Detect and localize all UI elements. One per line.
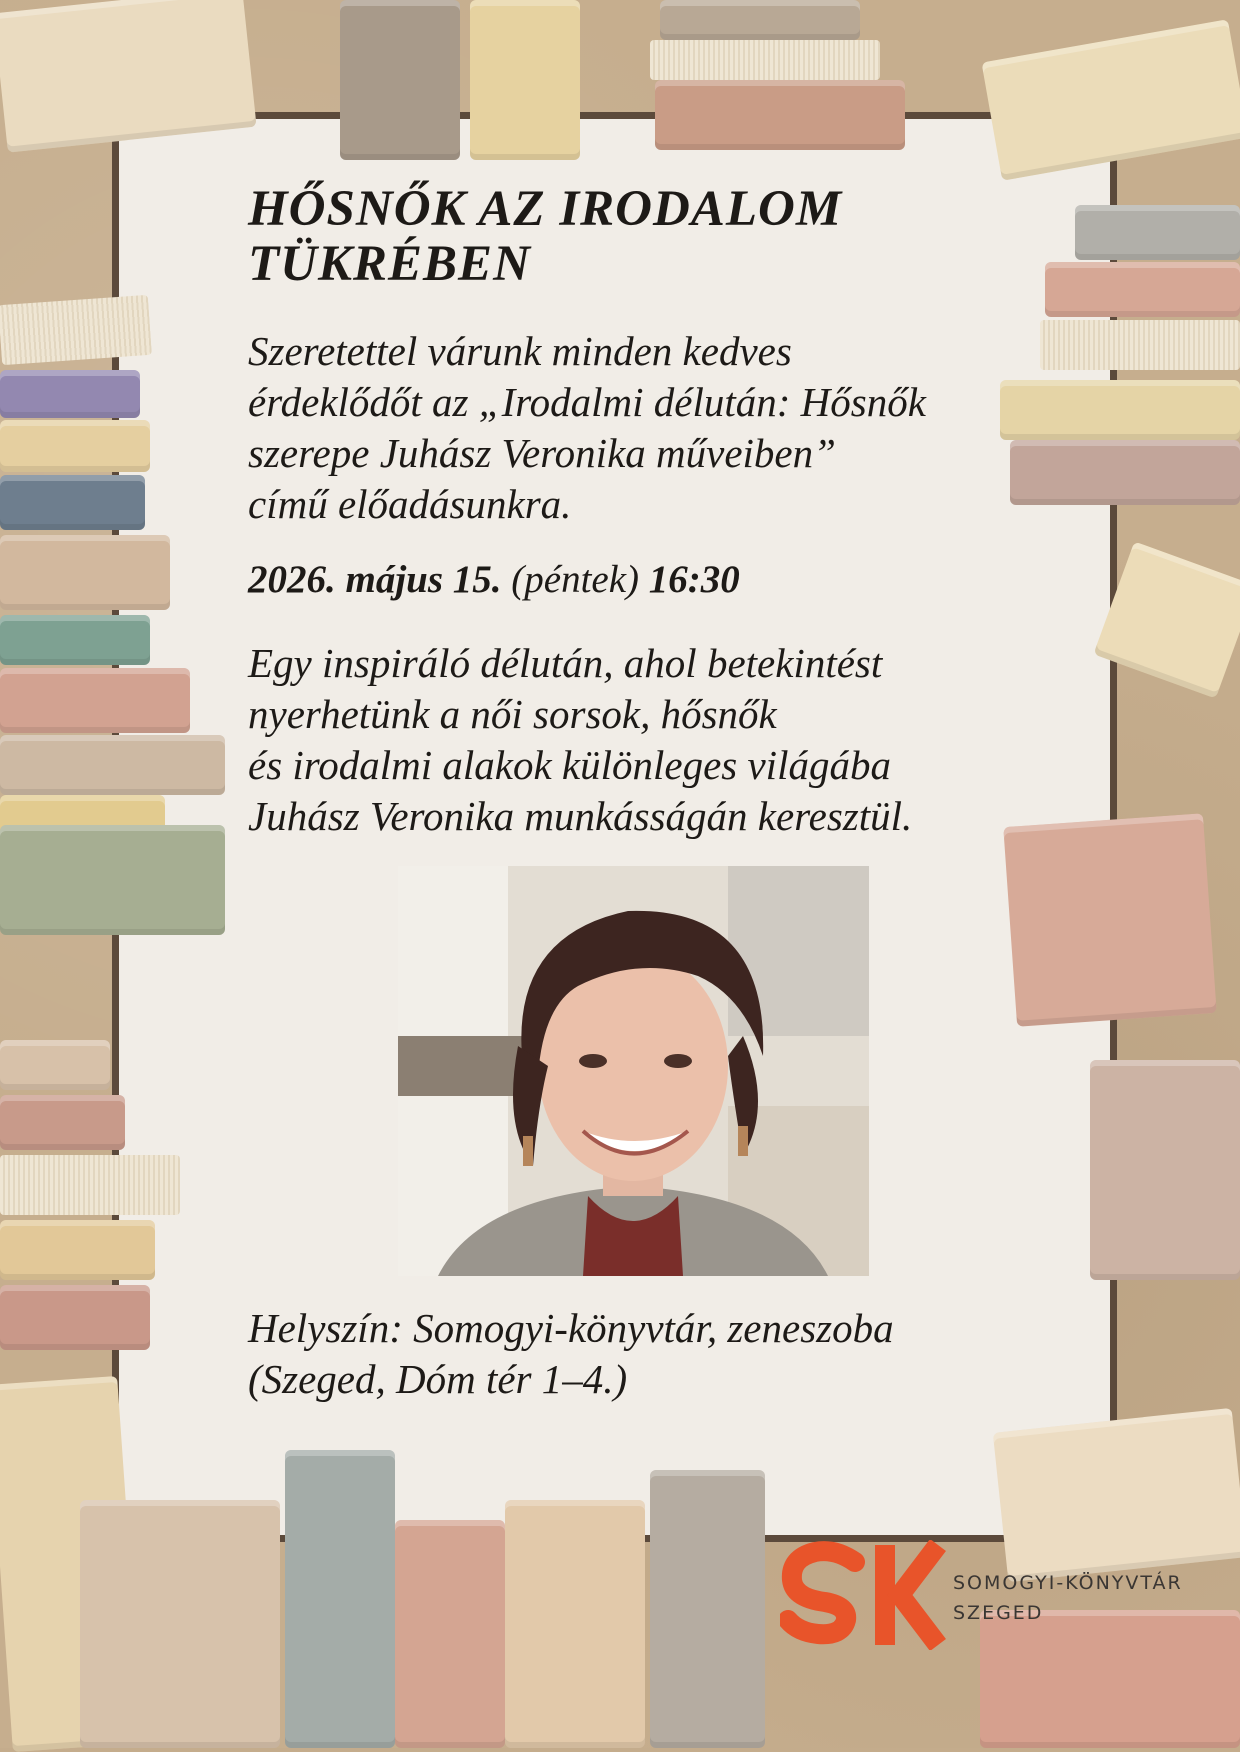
venue-line-1: Helyszín: Somogyi-könyvtár, zeneszoba	[248, 1305, 894, 1351]
description-line: Juhász Veronika munkásságán keresztül.	[248, 793, 913, 839]
event-intro	[248, 326, 1008, 530]
description-line: Egy inspiráló délután, ahol betekintést	[248, 640, 883, 686]
speaker-photo	[398, 866, 869, 1276]
library-name-line-2: SZEGED	[953, 1602, 1044, 1624]
event-description	[248, 638, 1048, 842]
library-name	[953, 1568, 1183, 1628]
event-time: 16:30	[648, 558, 740, 601]
sk-logo-icon	[780, 1540, 950, 1650]
library-name-line-1: SOMOGYI-KÖNYVTÁR	[953, 1572, 1183, 1594]
event-title-line-2: TÜKRÉBEN	[248, 236, 531, 292]
description-line: nyerhetünk a női sorsok, hősnők	[248, 691, 777, 737]
event-venue	[248, 1303, 1048, 1405]
event-weekday: (péntek)	[511, 558, 640, 601]
intro-line: érdeklődőt az „Irodalmi délután: Hősnők	[248, 379, 926, 425]
intro-line: szerepe Juhász Veronika műveiben”	[248, 430, 836, 476]
venue-line-2: (Szeged, Dóm tér 1–4.)	[248, 1356, 628, 1402]
intro-line: című előadásunkra.	[248, 481, 572, 527]
portrait-icon	[398, 866, 869, 1276]
intro-line: Szeretettel várunk minden kedves	[248, 328, 792, 374]
event-date: 2026. május 15.	[248, 558, 502, 601]
description-line: és irodalmi alakok különleges világába	[248, 742, 891, 788]
event-datetime	[248, 555, 740, 605]
event-title-line-1: HŐSNŐK AZ IRODALOM	[248, 181, 843, 237]
event-title	[248, 182, 968, 292]
